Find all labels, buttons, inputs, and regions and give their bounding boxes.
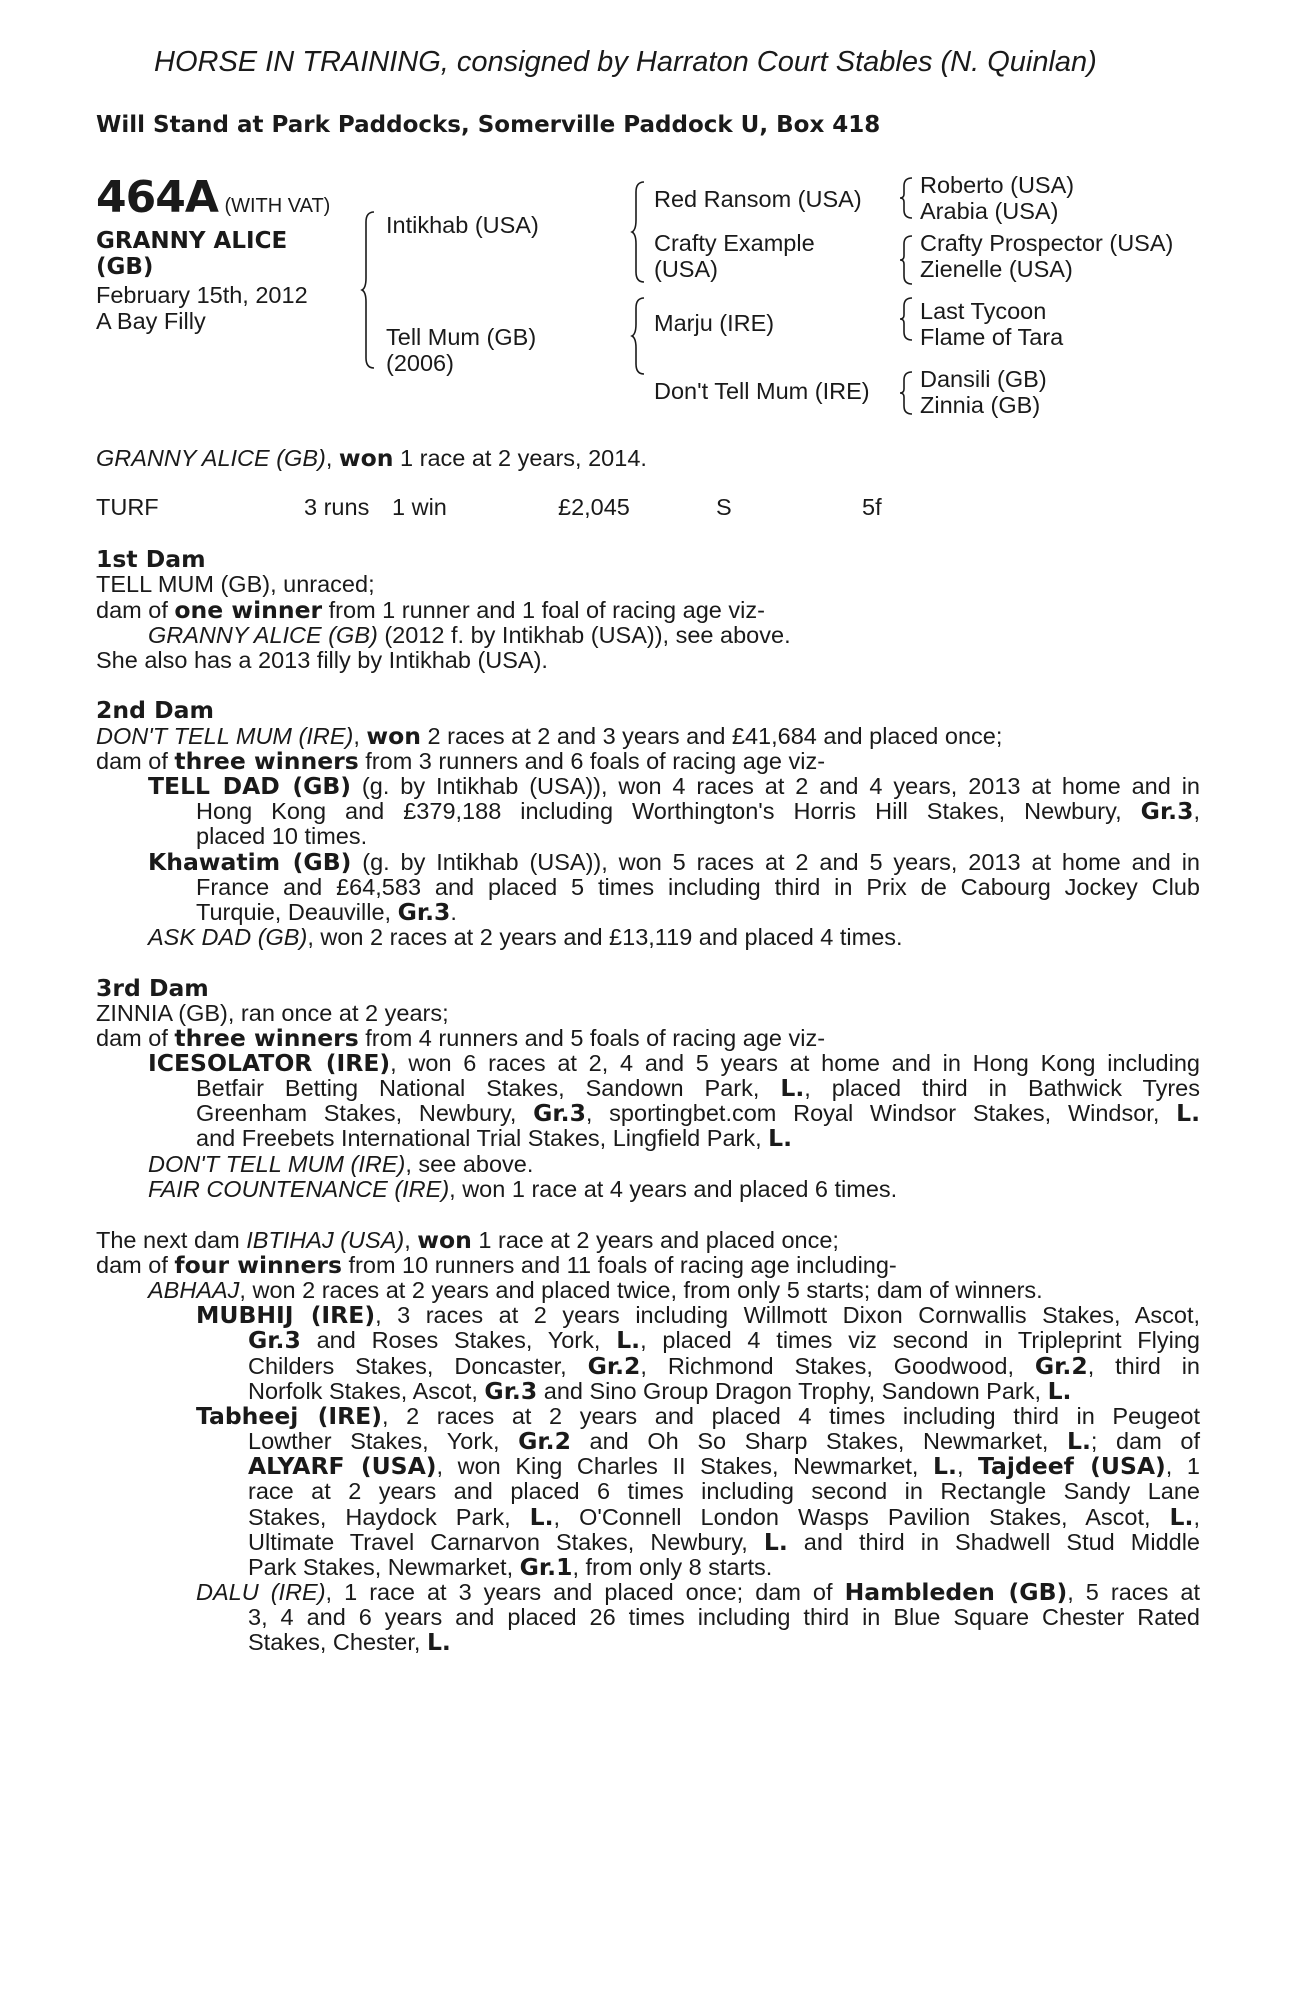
first-dam-offspring: GRANNY ALICE (GB) (2012 f. by Intikhab (USA)), see above. <box>148 622 791 648</box>
abhaaj-line: ABHAAJ, won 2 races at 2 years and placed twice, from only 5 starts; dam of winners. <box>148 1277 1043 1303</box>
third-dam-produce: dam of three winners from 4 runners and 5 foals of racing age viz- <box>96 1024 826 1052</box>
dd-dam: Zinnia (GB) <box>920 392 1041 418</box>
turf-label: TURF <box>96 494 159 520</box>
pedigree-bracket-main <box>362 210 376 370</box>
stand-location: Will Stand at Park Paddocks, Somerville Paddock U, Box 418 <box>96 112 881 138</box>
race-summary: GRANNY ALICE (GB), won 1 race at 2 years, 2014. <box>96 444 647 472</box>
tabheej-line1: Tabheej (IRE), 2 races at 2 years and placed 4 times including third in Peugeot <box>196 1402 1200 1430</box>
first-dam-note: She also has a 2013 filly by Intikhab (USA). <box>96 647 548 673</box>
ss-sire: Roberto (USA) <box>920 172 1075 198</box>
sire-dam: Crafty Example <box>654 230 815 256</box>
mubhij-line3: Childers Stakes, Doncaster, Gr.2, Richmond Stakes, Goodwood, Gr.2, third in <box>248 1352 1201 1380</box>
tell-dad-line3: placed 10 times. <box>196 823 368 849</box>
dam-sire: Marju (IRE) <box>654 310 775 336</box>
dam: Tell Mum (GB) <box>386 324 537 350</box>
next-dam-line: The next dam IBTIHAJ (USA), won 1 race at 2 years and placed once; <box>96 1226 839 1254</box>
turf-runs: 3 runs <box>304 494 370 520</box>
horse-origin: (GB) <box>96 254 154 280</box>
next-dam-produce: dam of four winners from 10 runners and 11 foals of racing age including- <box>96 1251 897 1279</box>
tabheej-line6: Ultimate Travel Carnarvon Stakes, Newbury, L. and third in Shadwell Stud Middle <box>248 1528 1200 1556</box>
mubhij-line1: MUBHIJ (IRE), 3 races at 2 years including Willmott Dixon Cornwallis Stakes, Ascot, <box>196 1301 1201 1329</box>
lot-number: 464A <box>96 172 218 223</box>
icesolator-line3: Greenham Stakes, Newbury, Gr.3, sportingbet.com Royal Windsor Stakes, Windsor, L. <box>196 1099 1200 1127</box>
foaling-date: February 15th, 2012 <box>96 282 308 308</box>
dalu-line3: Stakes, Chester, L. <box>248 1628 451 1656</box>
pedigree-bracket-sire <box>632 180 646 284</box>
turf-going: S <box>716 494 732 520</box>
vat-note: (WITH VAT) <box>224 195 331 217</box>
horse-name: GRANNY ALICE <box>96 228 288 254</box>
icesolator-line4: and Freebets International Trial Stakes, Lingfield Park, L. <box>196 1124 793 1152</box>
turf-distance: 5f <box>862 494 882 520</box>
khawatim-line3: Turquie, Deauville, Gr.3. <box>196 898 457 926</box>
sd-dam: Zienelle (USA) <box>920 256 1073 282</box>
ds-dam: Flame of Tara <box>920 324 1064 350</box>
turf-prize: £2,045 <box>558 494 630 520</box>
tabheej-line2: Lowther Stakes, York, Gr.2 and Oh So Sharp Stakes, Newmarket, L.; dam of <box>248 1427 1200 1455</box>
first-dam-line: TELL MUM (GB), unraced; <box>96 571 375 597</box>
tabheej-line3: ALYARF (USA), won King Charles II Stakes, Newmarket, L., Tajdeef (USA), 1 <box>248 1452 1200 1480</box>
sire: Intikhab (USA) <box>386 212 539 238</box>
third-dam-line: ZINNIA (GB), ran once at 2 years; <box>96 1000 449 1026</box>
tell-dad-line1: TELL DAD (GB) (g. by Intikhab (USA)), won 4 races at 2 and 4 years, 2013 at home and in <box>148 772 1200 800</box>
dam-year: (2006) <box>386 350 454 376</box>
icesolator-line1: ICESOLATOR (IRE), won 6 races at 2, 4 and 5 years at home and in Hong Kong including <box>148 1049 1200 1077</box>
sire-dam-origin: (USA) <box>654 256 718 282</box>
dalu-line1: DALU (IRE), 1 race at 3 years and placed once; dam of Hambleden (GB), 5 races at <box>196 1578 1200 1606</box>
second-dam-line: DON'T TELL MUM (IRE), won 2 races at 2 and 3 years and £41,684 and placed once; <box>96 722 1003 750</box>
ds-sire: Last Tycoon <box>920 298 1047 324</box>
tabheej-line4: race at 2 years and placed 6 times including second in Rectangle Sandy Lane <box>248 1478 1200 1504</box>
khawatim-line1: Khawatim (GB) (g. by Intikhab (USA)), won 5 races at 2 and 5 years, 2013 at home and in <box>148 848 1200 876</box>
tabheej-line5: Stakes, Haydock Park, L., O'Connell London Wasps Pavilion Stakes, Ascot, L., <box>248 1503 1200 1531</box>
lot-header <box>96 172 330 223</box>
second-dam-heading: 2nd Dam <box>96 696 214 724</box>
tell-dad-line2: Hong Kong and £379,188 including Worthington's Horris Hill Stakes, Newbury, Gr.3, <box>196 797 1200 825</box>
ss-dam: Arabia (USA) <box>920 198 1059 224</box>
dalu-line2: 3, 4 and 6 years and placed 26 times including third in Blue Square Chester Rated <box>248 1604 1200 1630</box>
pedigree-bracket-ds <box>900 296 914 342</box>
horse-description: A Bay Filly <box>96 308 206 334</box>
pedigree-bracket-sd <box>900 234 914 286</box>
dont-tell-mum-line: DON'T TELL MUM (IRE), see above. <box>148 1151 534 1177</box>
mubhij-line4: Norfolk Stakes, Ascot, Gr.3 and Sino Group Dragon Trophy, Sandown Park, L. <box>248 1377 1072 1405</box>
pedigree-bracket-ss <box>900 176 914 220</box>
first-dam-produce: dam of one winner from 1 runner and 1 foal of racing age viz- <box>96 596 765 624</box>
khawatim-line2: France and £64,583 and placed 5 times including third in Prix de Cabourg Jockey Club <box>196 874 1200 900</box>
third-dam-heading: 3rd Dam <box>96 974 209 1002</box>
mubhij-line2: Gr.3 and Roses Stakes, York, L., placed 4 times viz second in Tripleprint Flying <box>248 1326 1200 1354</box>
icesolator-line2: Betfair Betting National Stakes, Sandown Park, L., placed third in Bathwick Tyres <box>196 1074 1200 1102</box>
page-title: HORSE IN TRAINING, consigned by Harraton Court Stables (N. Quinlan) <box>154 46 1097 78</box>
sire-sire: Red Ransom (USA) <box>654 186 862 212</box>
second-dam-produce: dam of three winners from 3 runners and 6 foals of racing age viz- <box>96 747 826 775</box>
pedigree-bracket-dd <box>900 370 914 416</box>
turf-wins: 1 win <box>392 494 447 520</box>
dam-dam: Don't Tell Mum (IRE) <box>654 378 870 404</box>
ask-dad-line: ASK DAD (GB), won 2 races at 2 years and £13,119 and placed 4 times. <box>148 924 903 950</box>
dd-sire: Dansili (GB) <box>920 366 1047 392</box>
pedigree-bracket-dam <box>632 296 646 376</box>
sd-sire: Crafty Prospector (USA) <box>920 230 1174 256</box>
tabheej-line7: Park Stakes, Newmarket, Gr.1, from only 8 starts. <box>248 1553 773 1581</box>
fair-countenance-line: FAIR COUNTENANCE (IRE), won 1 race at 4 years and placed 6 times. <box>148 1176 898 1202</box>
first-dam-heading: 1st Dam <box>96 545 206 573</box>
